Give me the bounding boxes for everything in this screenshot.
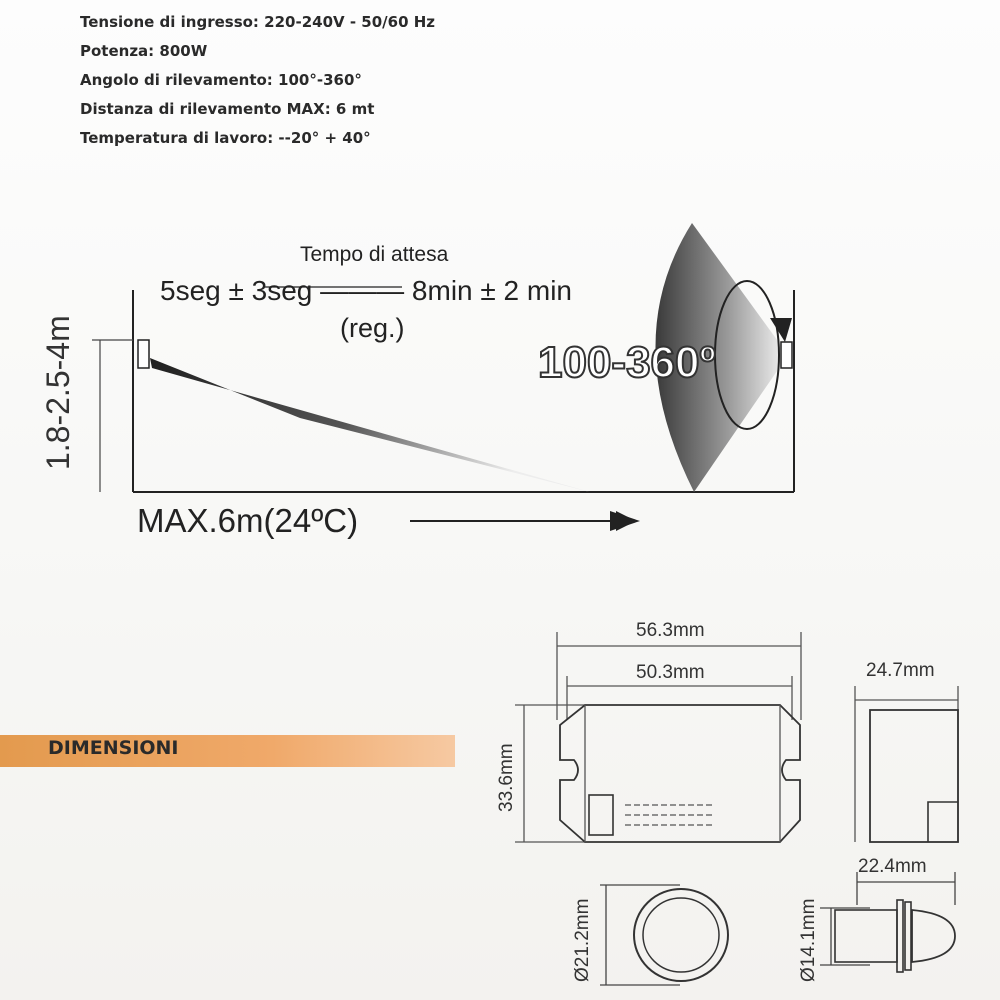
- spec-detection-angle: Angolo di rilevamento: 100°-360°: [80, 71, 362, 89]
- section-title: DIMENSIONI: [48, 737, 179, 759]
- dim-sensor-diameter: Ø14.1mm: [798, 898, 819, 982]
- spec-detection-distance: Distanza di rilevamento MAX: 6 mt: [80, 100, 375, 118]
- arrow-head-icon: [610, 511, 640, 531]
- spec-power: Potenza: 800W: [80, 42, 208, 60]
- wall-sensor-icon: [138, 340, 149, 368]
- max-distance-label: MAX.6m(24ºC): [137, 502, 359, 539]
- sensor-side-drawing: [820, 872, 955, 972]
- spec-input-voltage: Tensione di ingresso: 220-240V - 50/60 Hz: [80, 13, 436, 31]
- wait-time-adjustable: (reg.): [340, 313, 405, 343]
- detection-beam: [150, 358, 590, 492]
- dim-sensor-length: 22.4mm: [858, 856, 927, 877]
- detection-angle-label: 100-360º: [538, 338, 716, 387]
- mounting-height-label: 1.8-2.5-4m: [40, 315, 76, 470]
- height-dimension-line: [92, 340, 133, 492]
- dim-body-length: 50.3mm: [636, 662, 705, 683]
- lens-front-drawing: [600, 885, 728, 985]
- spec-working-temperature: Temperatura di lavoro: --20° + 40°: [80, 129, 371, 147]
- wait-time-title: Tempo di attesa: [300, 243, 449, 266]
- dim-height: 33.6mm: [496, 743, 517, 812]
- wait-time-range: 5seg ± 3seg ——— 8min ± 2 min: [160, 275, 573, 306]
- dim-total-length: 56.3mm: [636, 620, 705, 641]
- dim-depth: 24.7mm: [866, 660, 935, 681]
- ceiling-sensor-icon: [781, 342, 792, 368]
- dim-lens-diameter: Ø21.2mm: [572, 898, 593, 982]
- side-view-drawing: [855, 686, 958, 842]
